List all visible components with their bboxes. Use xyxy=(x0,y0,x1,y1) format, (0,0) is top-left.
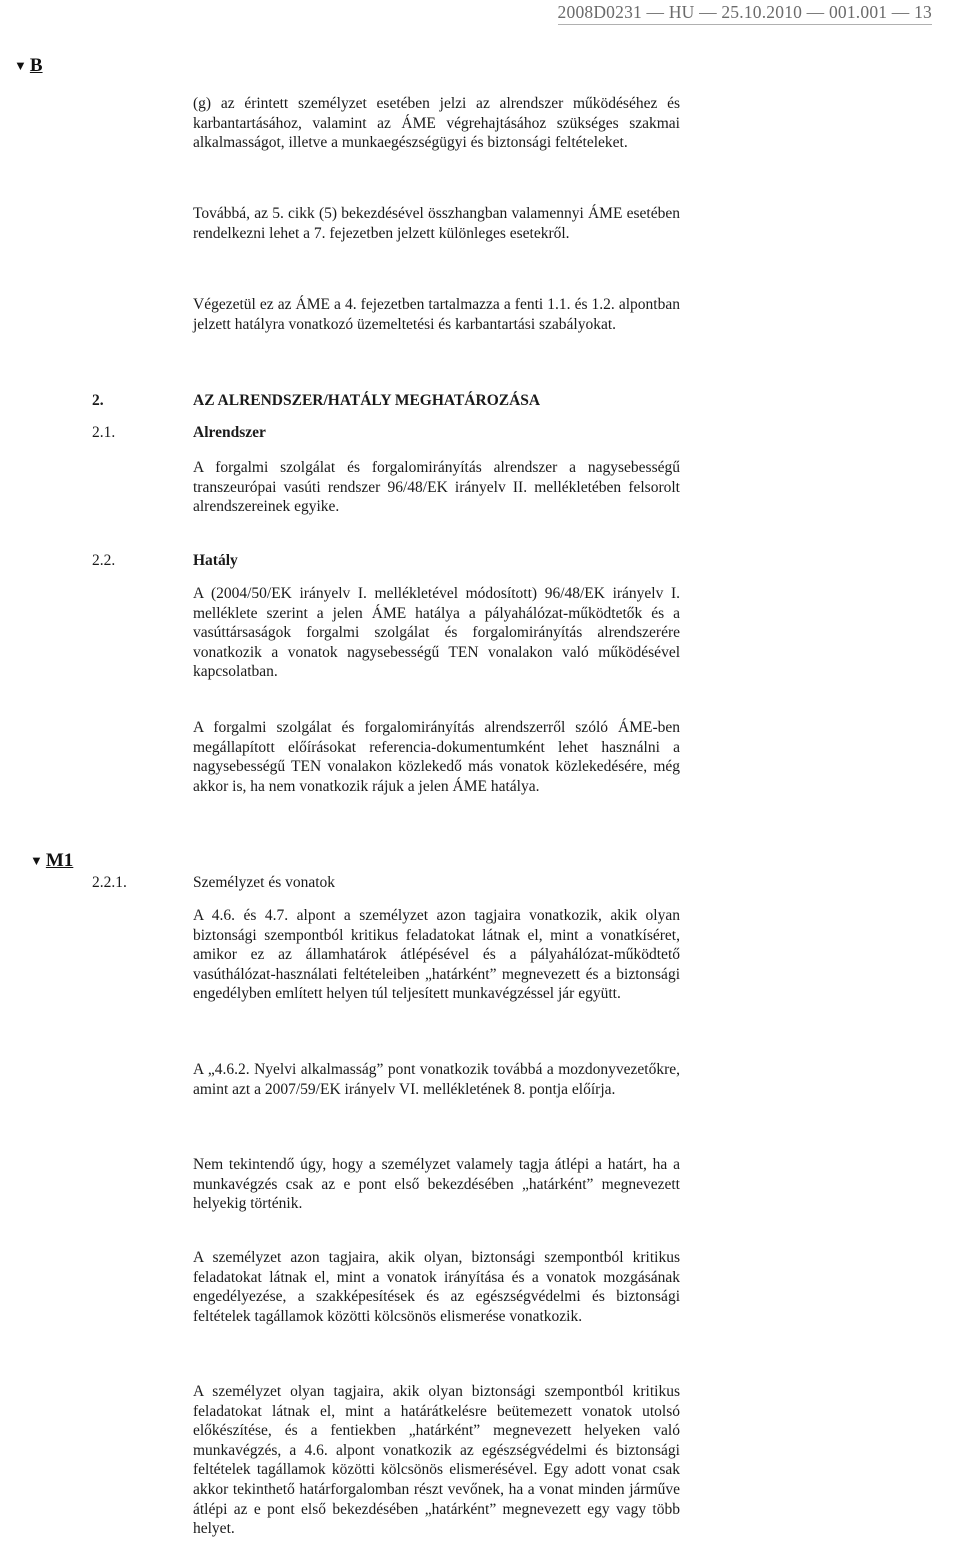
section-number: 2.1. xyxy=(92,424,116,441)
section-title: Hatály xyxy=(193,552,238,569)
paragraph-g: (g) az érintett személyzet esetében jelzi az alrendszer működéséhez és karbantartásához, valamint az ÁME végrehajtásához szükséges szakmai alkalmasságot, illetve a munkaegészségügyi és biztonsági feltételeket. xyxy=(193,95,680,152)
paragraph-hataly-2: A forgalmi szolgálat és forgalomirányítás alrendszerről szóló ÁME-ben megállapított előírásokat referencia-dokumentumként lehet használni a nagysebességű TEN vonalakon közlekedő más vonatok közlekedésére, még akkor is, ha nem vonatkozik rájuk a jelen ÁME hatálya. xyxy=(193,719,680,795)
marker-label: B xyxy=(29,55,43,76)
section-title: Alrendszer xyxy=(193,424,266,441)
triangle-down-icon: ▼ xyxy=(14,58,27,73)
paragraph-szemelyzet-5: A személyzet olyan tagjaira, akik olyan biztonsági szempontból kritikus feladatokat látnak el, mint a határátkelésre beütemezett vonatok utolsó előkészítése, és a fentiekben „határként” megnevezett helyeken való munkavégzés, a 4.6. alpont vonatkozik az egészségvédelmi és biztonsági feltételek tagállamok közötti kölcsönös elismerésével. Egy adott vonat csak akkor tekinthető határforgalomban részt vevőnek, ha a vonat minden járműve átlépi az e pont első bekezdésében „határként” megnevezett egy vagy több helyet. xyxy=(193,1383,680,1538)
amendment-marker-m1 xyxy=(30,850,73,873)
paragraph-tovabba: Továbbá, az 5. cikk (5) bekezdésével összhangban valamennyi ÁME esetében rendelkezni lehet a 7. fejezetben jelzett különleges esetekről. xyxy=(193,205,680,242)
amendment-marker-b xyxy=(14,55,43,78)
page-header: 2008D0231 — HU — 25.10.2010 — 001.001 — 13 xyxy=(558,0,932,25)
paragraph-hataly-1: A (2004/50/EK irányelv I. mellékletével módosított) 96/48/EK irányelv I. melléklete szerint a jelen ÁME hatálya a pályahálózat-működtetők és a vasúttársaságok forgalmi szolgálat és forgalomirányítás alrendszerére vonatkozik a vonatok nagysebességű TEN vonalakon való működésével kapcsolatban. xyxy=(193,585,680,681)
paragraph-alrendszer: A forgalmi szolgálat és forgalomirányítás alrendszer a nagysebességű transzeurópai vasúti rendszer 96/48/EK irányelv II. mellékletében felsorolt alrendszereinek egyike. xyxy=(193,459,680,516)
paragraph-vegezetul: Végezetül ez az ÁME a 4. fejezetben tartalmazza a fenti 1.1. és 1.2. alpontban jelzett hatályra vonatkozó üzemeltetési és karbantartási szabályokat. xyxy=(193,296,680,333)
paragraph-szemelyzet-2: A „4.6.2. Nyelvi alkalmasság” pont vonatkozik továbbá a mozdonyvezetőkre, amint azt a 2007/59/EK irányelv VI. mellékletének 8. pontja előírja. xyxy=(193,1061,680,1098)
paragraph-szemelyzet-3: Nem tekintendő úgy, hogy a személyzet valamely tagja átlépi a határt, ha a munkavégzés csak az e pont első bekezdésében „határként” megnevezett helyekig történik. xyxy=(193,1156,680,1213)
section-title: AZ ALRENDSZER/HATÁLY MEGHATÁROZÁSA xyxy=(193,392,541,409)
section-title: Személyzet és vonatok xyxy=(193,874,336,891)
triangle-down-icon: ▼ xyxy=(30,853,43,868)
section-number: 2.2.1. xyxy=(92,874,127,891)
paragraph-szemelyzet-4: A személyzet azon tagjaira, akik olyan, biztonsági szempontból kritikus feladatokat látnak el, mint a vonatok irányítása és a vonatok mozgásának engedélyezése, a szakképesítések és az egészségvédelmi és biztonsági feltételek tagállamok közötti kölcsönös elismerése vonatkozik. xyxy=(193,1249,680,1325)
section-number: 2. xyxy=(92,392,104,409)
marker-label: M1 xyxy=(45,850,74,871)
section-number: 2.2. xyxy=(92,552,116,569)
paragraph-szemelyzet-1: A 4.6. és 4.7. alpont a személyzet azon tagjaira vonatkozik, akik olyan biztonsági szempontból kritikus feladatokat látnak el, mint a vonatkíséret, amikor ez az államhatárok átlépésével és a pályahálózat-működtető vasúthálózat-használati feltételeiben „határként” megnevezett és a biztonsági engedélyben említett helyen túl teljesített munkavégzéssel jár együtt. xyxy=(193,907,680,1003)
